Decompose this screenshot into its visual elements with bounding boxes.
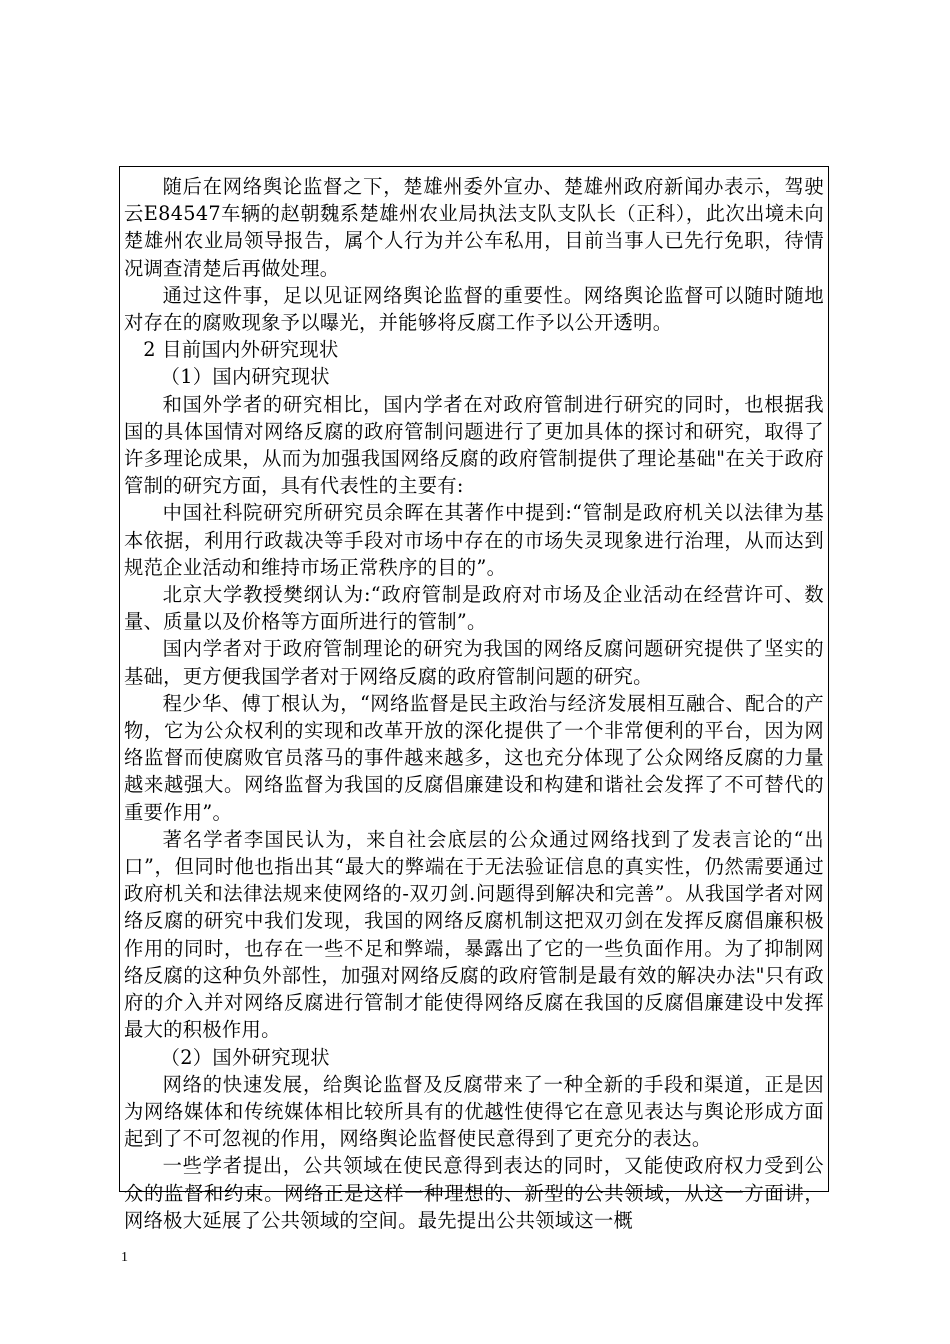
paragraph: 著名学者李国民认为，来自社会底层的公众通过网络找到了发表言论的“出口”，但同时他也指出其“最大的弊端在于无法验证信息的真实性，仍然需要通过政府机关和法律法规来使网络的-双刃剑.问题得到解决和完善”。从我国学者对网络反腐的研究中我们发现，我国的网络反腐机制这把双刃剑在发挥反腐倡廉积极作用的同时，也存在一些不足和弊端，暴露出了它的一些负面作用。为了抑制网络反腐的这种负外部性，加强对网络反腐的政府管制是最有效的解决办法"只有政府的介入并对网络反腐进行管制才能使得网络反腐在我国的反腐倡廉建设中发挥最大的积极作用。 [124,827,824,1042]
paragraph: 国内学者对于政府管制理论的研究为我国的网络反腐问题研究提供了坚实的基础，更方便我国学者对于网络反腐的政府管制问题的研究。 [124,637,824,688]
paragraph: 北京大学教授樊纲认为:“政府管制是政府对市场及企业活动在经营许可、数量、质量以及价格等方面所进行的管制”。 [124,583,824,634]
paragraph: 中国社科院研究所研究员余晖在其著作中提到:“管制是政府机关以法律为基本依据，利用行政裁决等手段对市场中存在的市场失灵现象进行治理，从而达到规范企业活动和维持市场正常秩序的目的”。 [124,501,824,579]
paragraph: 通过这件事，足以见证网络舆论监督的重要性。网络舆论监督可以随时随地对存在的腐败现象予以曝光，并能够将反腐工作予以公开透明。 [124,283,824,335]
section-heading: 2 目前国内外研究现状 [143,338,339,362]
paragraph: 程少华、傅丁根认为，“网络监督是民主政治与经济发展相互融合、配合的产物，它为公众权利的实现和改革开放的深化提供了一个非常便利的平台，因为网络监督而使腐败官员落马的事件越来越多，这也充分体现了公众网络反腐的力量越来越强大。网络监督为我国的反腐倡廉建设和构建和谐社会发挥了不可替代的重要作用”。 [124,691,824,824]
subsection-heading: （2）国外研究现状 [160,1045,330,1069]
paragraph: 随后在网络舆论监督之下，楚雄州委外宣办、楚雄州政府新闻办表示，驾驶云E84547车辆的赵朝魏系楚雄州农业局执法支队支队长（正科），此次出境未向楚雄州农业局领导报告，属个人行为并公车私用，目前当事人已先行免职，待情况调查清楚后再做处理。 [124,175,824,280]
content-frame [119,166,829,1232]
paragraph: 和国外学者的研究相比，国内学者在对政府管制进行研究的同时，也根据我国的具体国情对网络反腐的政府管制问题进行了更加具体的探讨和研究，取得了许多理论成果，从而为加强我国网络反腐的政府管制提供了理论基础"在关于政府管制的研究方面，具有代表性的主要有: [124,392,824,498]
paragraph: 网络的快速发展，给舆论监督及反腐带来了一种全新的手段和渠道，正是因为网络媒体和传统媒体相比较所具有的优越性使得它在意见表达与舆论形成方面起到了不可忽视的作用，网络舆论监督使民意得到了更充分的表达。 [124,1072,824,1151]
subsection-heading: （1）国内研究现状 [160,365,330,389]
page-number: 1 [121,1250,128,1265]
paragraph: 一些学者提出，公共领域在使民意得到表达的同时，又能使政府权力受到公众的监督和约束。网络正是这样一种理想的、新型的公共领域，从这一方面讲，网络极大延展了公共领域的空间。最先提出公共领域这一概 [124,1154,824,1232]
